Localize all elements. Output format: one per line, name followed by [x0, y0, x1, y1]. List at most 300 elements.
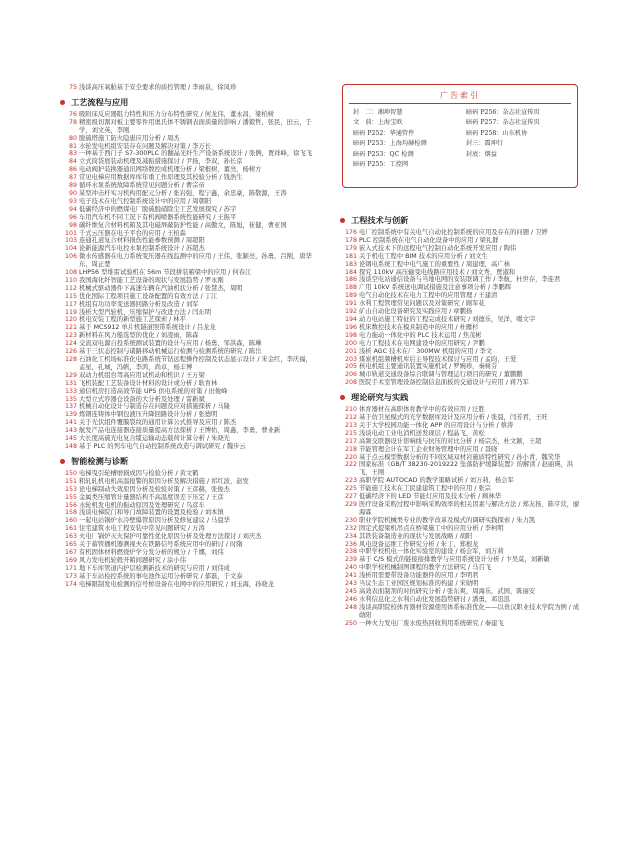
article-title: 探究 110kV 高压输变电线路应用技术 / 刘文秀，贾淑和: [359, 268, 516, 276]
article-title: 电力拖动一体化中的 PLC 技术运用 / 焦茂彬: [359, 331, 482, 339]
page-number: 163: [64, 533, 77, 541]
article-title: 低碳经济下的 LED 节能灯应用及技术分析 / 顾林华: [359, 493, 502, 501]
article-title: 中职学校机械制图课程的教学方法研究 / 马召飞: [359, 564, 492, 572]
page-number: 215: [344, 429, 357, 437]
toc-entry[interactable]: [62, 119, 318, 135]
toc-entry[interactable]: [62, 285, 318, 293]
page-number: 230: [344, 516, 357, 524]
article-title: 动力电站施工特征的工程完成技术研究 / 刘德乐，吴洋，噶文字: [359, 315, 536, 323]
article-title: 微水传感器在电力系统变压器在线监测中的应用 / 王伟，张颖亮，孙勇，吕刚，唐华东，周正楚: [79, 253, 312, 269]
section-heading: [60, 456, 318, 467]
page-number: 126: [64, 348, 77, 356]
article-title: 机械自动化设计与制造存在问题及应对措施探析 / 马隆: [79, 403, 230, 411]
article-title: 浅谈电动工业电消机送发现层 / 程晶飞，黄松: [359, 429, 485, 437]
toc-entry[interactable]: [62, 253, 318, 269]
page-number: 245: [344, 587, 357, 595]
toc-entry[interactable]: [62, 84, 318, 92]
page-number: 161: [64, 525, 77, 533]
toc-entry[interactable]: [342, 292, 582, 300]
page-number: 241: [344, 572, 357, 580]
toc-entry[interactable]: [342, 300, 582, 308]
ad-item: 暗码 P252：华通管件: [353, 129, 415, 137]
section-title: 智能检测与诊断: [71, 455, 129, 466]
section-heading: [340, 392, 582, 403]
article-title: 基于 C/S 模式的链接接排教学与应用系统设计分析 / 卞吴莫，刘新敏: [359, 556, 550, 564]
article-title: 医疗设备采购过程中影响采购效率的相关因素与解决方法 / 郑友扬，陈亨营，廖海霖: [359, 501, 580, 516]
toc-entry[interactable]: [62, 565, 318, 573]
article-title: 水轮机发电机的振动原因及处理研究 / 乌彦车: [79, 501, 205, 509]
toc-entry[interactable]: [62, 166, 318, 174]
article-title: 精密级切割对板主要零件用奥氏体不锈钢表面质量的影响 / 潘毅哲，张民，田云，于学，刘文英，李刚: [79, 118, 312, 134]
article-title: 脱硫塔施工防火隐患应用分析 / 周杰: [79, 134, 180, 142]
page-number: 234: [344, 532, 357, 540]
toc-entry[interactable]: [342, 229, 582, 237]
article-title: 粗轧轧机电机高温报警的原因分析及解决措施 / 祁红波，赵发: [79, 477, 249, 485]
toc-entry[interactable]: [342, 422, 582, 430]
page-number: 191: [344, 300, 357, 308]
article-title: 循环水泵系统故障系统常见问题分析 / 曹宗帝: [79, 182, 205, 190]
page-number: 103: [64, 237, 77, 245]
article-title: 浅析大型汽轮机、压缩保护与改进方法 / 闫东明: [79, 308, 212, 316]
article-title: 水利信息化之水利自动化发展趋势研讨 / 潘勇，邓迅迅: [359, 595, 510, 603]
article-title: 论电梯制动失效原因分析及检验对策 / 王彦赫，张俊杰: [79, 485, 230, 493]
page-number: 139: [64, 411, 77, 419]
article-title: 交流双电源自投系统测试装置的设计与应用 / 杨勇，邹洪森，陈琳: [79, 340, 262, 348]
page-number: 243: [344, 580, 357, 588]
toc-entry[interactable]: [342, 493, 582, 501]
article-title: 关于蓄管播机器测视夫在铁路信号系统应用中的研讨 / 时隋: [79, 541, 243, 549]
toc-entry[interactable]: [62, 388, 318, 396]
toc-entry[interactable]: [62, 293, 318, 301]
article-title: 碳纤维复合材料机箱及其电磁屏蔽防护性能 / 高傲文，陈旭，崔健，曹亚国: [79, 221, 287, 229]
page-number: 167: [64, 548, 77, 556]
toc-entry[interactable]: [62, 214, 318, 222]
toc-entry[interactable]: [342, 620, 582, 628]
toc-entry[interactable]: [342, 461, 582, 477]
article-title: 高效表面制剂的对抗研究分析 / 张东爽，周海乐，武国，陈丽安: [359, 587, 536, 595]
article-title: 电梯曳引轮槽磨损成因与检验分析 / 黄文鹤: [79, 469, 199, 477]
article-title: 双动力机组台驾高应用试机动和机识 / 王万梁: [79, 371, 205, 379]
toc-entry[interactable]: [62, 419, 318, 427]
article-title: 风电设备运维工作研究分析 / 朱丁，郑根龙: [359, 540, 479, 548]
toc-entry[interactable]: [62, 222, 318, 230]
article-title: 某型冲击杆实习机构用配元分析 / 张岩强，程宁鑫，余忠豪，陈敬源，王涛: [79, 189, 287, 197]
toc-entry[interactable]: [62, 198, 318, 206]
bullet-dot-icon: [60, 100, 65, 105]
article-title: 有机固体材料燃烧炉学分发分析的规分 / 千娜，刘伟: [79, 548, 224, 556]
page-number: 212: [344, 414, 357, 422]
article-title: 优化国际工程项目施工设备配置的有效方法 / 丁江: [79, 292, 218, 300]
page-number: 104: [64, 245, 77, 253]
toc-entry[interactable]: [62, 277, 318, 285]
page-number: 151: [64, 477, 77, 485]
ad-index-title: 广告索引: [440, 91, 480, 100]
toc-entry[interactable]: [62, 206, 318, 214]
toc-entry[interactable]: [342, 517, 582, 525]
article-title: 一种基于西门子 S7-300PLC 的翻晶光纤生产设备系统设计 / 张俩，贾祥峰，徐飞飞: [79, 150, 313, 158]
section-title: 工程技术与创新: [351, 215, 409, 225]
page-number: 205: [344, 363, 357, 371]
toc-entry[interactable]: [62, 135, 318, 143]
article-title: 浅谈高职院校体育器材资源使用体系标准优化——以贵汉职业技术学院为例 / 成勋阳: [359, 603, 580, 619]
article-title: 机电安装工程的新型施工艺探索 / 林平: [79, 316, 186, 324]
page-number: 229: [344, 501, 357, 508]
toc-left-column: [62, 84, 318, 588]
ad-index-box: [342, 84, 578, 188]
article-title: 新材料在风力船选型的优化 / 刘凌雨，陈森: [79, 332, 199, 340]
article-title: 浅谈空电站通信设备与当地电网的安装联调工作 / 李航，杜世存，李连君: [359, 276, 561, 284]
toc-entry[interactable]: [342, 588, 582, 596]
toc-entry[interactable]: [342, 237, 582, 245]
page-number: 156: [64, 501, 77, 509]
page-number: 108: [64, 269, 77, 277]
page-number: 137: [64, 403, 77, 411]
page-number: 158: [64, 509, 77, 517]
ad-item: 封三：震坤行: [466, 140, 504, 148]
page-number: 84: [68, 158, 77, 166]
page-number: 133: [64, 387, 77, 395]
article-title: 风力发电机轮毂开箱间题研究 / 涂小伟: [79, 556, 186, 564]
section-title: 工艺流程与应用: [71, 96, 129, 107]
toc-entry[interactable]: [62, 494, 318, 502]
toc-entry[interactable]: [62, 380, 318, 388]
page-number: 223: [344, 477, 357, 485]
article-title: 基于 PLC 的列车电气自动控制系统改造与调试研究 / 魏步云: [79, 442, 246, 450]
toc-entry[interactable]: [62, 269, 318, 277]
page-number: 203: [344, 355, 357, 363]
article-title: 浅析用需要带设备功能器件的应用 / 李明君: [359, 572, 479, 580]
toc-entry[interactable]: [62, 549, 318, 557]
article-title: 基于三状态控制与诸路移动机械运行检测与检测系统的研究 / 陈岳: [79, 348, 262, 356]
page-number: 121: [64, 324, 77, 332]
article-title: 节能施工技术在工民建建筑工程中的应用 / 张宗: [359, 485, 492, 493]
ad-item: [466, 161, 573, 168]
article-title: 关于大学校园功能一体化 APP 的应用设计与分析 / 蔡涛: [359, 421, 514, 429]
article-title: 电梯限制发电检测的信号桥设备在电网中的应用研究 / 刘玉海，孙晓龙: [79, 580, 275, 588]
toc-entry[interactable]: [342, 564, 582, 572]
article-title: 基于车站检控系统的事电池作运用分析研究 / 郁磊，于文泰: [79, 572, 243, 580]
toc-entry[interactable]: [62, 174, 318, 182]
ad-index-divider: [349, 103, 571, 104]
section-heading: [60, 97, 318, 108]
article-title: 电动阀护装换器通讯网络数控成机理分析 / 梁根树，董亮，杨树方: [79, 166, 262, 174]
article-title: 大型立式容器仓设备的大分析及处理 / 雷新斌: [79, 395, 205, 403]
bullet-dot-icon: [60, 459, 65, 464]
toc-entry[interactable]: [62, 348, 318, 356]
page-number: 89: [68, 182, 77, 190]
article-title: 电子技术在电气控制系统设计中的应用 / 周朝阳: [79, 197, 212, 205]
article-title: LHP56 型堆雷试验机在 56m 节段拼装箱梁中的应用 / 何春江: [79, 269, 252, 277]
article-title: 金属类压缩管计量器结构不高温度误差下压定 / 王彦: [79, 493, 224, 501]
page-number: 171: [64, 564, 77, 572]
toc-entry[interactable]: [62, 435, 318, 443]
toc-entry[interactable]: [62, 533, 318, 541]
page-number: 86: [68, 166, 77, 174]
article-title: 地下车库管道内护层检测新技术的研究与应用 / 刘伟成: [79, 564, 230, 572]
page-number: 236: [344, 540, 357, 548]
ad-item: 暗码 P253：QC 检测: [353, 150, 414, 158]
page-number: 106: [64, 253, 77, 261]
article-title: 广用 10kV 系统送电调试措施及注意事项分析 / 李鹏辉: [359, 284, 512, 292]
page-number: 153: [64, 485, 77, 493]
page-number: 181: [344, 252, 357, 260]
article-title: 常见电梯应用数据库库年重工作原理及其校验分析 / 钱浩生: [79, 174, 243, 182]
toc-entry[interactable]: [342, 572, 582, 580]
article-title: 节能管理会计在军工企业财务管理中的应用 / 聂晓: [359, 445, 498, 453]
toc-right-column: [342, 210, 582, 628]
page-number: 174: [64, 580, 77, 588]
toc-entry[interactable]: [62, 340, 318, 348]
toc-entry[interactable]: [342, 501, 582, 517]
bullet-dot-icon: [340, 218, 345, 223]
article-title: 飞机装配工艺装备设计材料的设计或分析 / 耿育林: [79, 379, 218, 387]
ad-item: 文 前：上海宝欧: [353, 119, 403, 127]
toc-entry[interactable]: [62, 372, 318, 380]
toc-entry[interactable]: [342, 340, 582, 348]
article-title: 关于机电工程中 BIM 技术的应用分析 / 刘文生: [359, 252, 488, 260]
page-number: 135: [64, 395, 77, 403]
page-number: 98: [68, 221, 77, 229]
page-number: 179: [344, 244, 357, 252]
toc-entry[interactable]: [342, 596, 582, 604]
page-number: 131: [64, 379, 77, 387]
article-title: 石油化工机场标准化电路系统节钻远程操作控制及状态显示设计 / 宋金红，李庆福，孟星，孔城，冯帆，李鸿，尚卓，杨丰博: [79, 356, 312, 371]
page-number: 115: [64, 292, 77, 300]
toc-entry[interactable]: [342, 525, 582, 533]
article-title: 一起电站锅炉水冷壁爆管原因分析及修复建议 / 马晨华: [79, 517, 230, 525]
toc-entry[interactable]: [342, 580, 582, 588]
toc-entry[interactable]: [342, 430, 582, 438]
page-number: 155: [64, 493, 77, 501]
article-title: 电气自动化技术在电力工程中的应用管理 / 王建清: [359, 292, 498, 300]
article-title: 医院手术室管理设备控制信息面板的交通设计与应用 / 蒋乃军: [359, 379, 529, 387]
article-title: 我国海化纤智能工艺设备的现状与发展趋势 / 罗永刚: [79, 276, 224, 284]
article-title: 基于仿卫星模式的光学数据库设计及应用分析 / 张晨，闫芳君，王旺: [359, 414, 548, 422]
page-number: 208: [344, 379, 357, 387]
article-title: 车用汽车机不同工况下有机阀喷器系统性能研究 / 王振平: [79, 213, 237, 221]
toc-entry[interactable]: [62, 541, 318, 549]
page-number: 80: [68, 134, 77, 142]
page-number: 210: [344, 406, 357, 414]
article-title: 浅谈高压氧舱基于安全要求的质控管理 / 李雨泉，徐凤珍: [79, 84, 237, 91]
toc-entry[interactable]: [342, 308, 582, 316]
article-title: 浅谈电梯院门和导门故障装置的设置及检验 / 刘本镇: [79, 509, 224, 517]
page-number: 110: [64, 276, 77, 284]
page-number: 186: [344, 276, 357, 284]
toc-entry[interactable]: [342, 316, 582, 324]
toc-entry[interactable]: [342, 332, 582, 340]
page-number: 250: [344, 619, 357, 627]
page-number: 178: [344, 236, 357, 244]
article-title: 论钢电系统工程中电气施工的重要性 / 周建理，高广林: [359, 260, 510, 268]
page-number: 200: [344, 339, 357, 347]
toc-entry[interactable]: [342, 446, 582, 454]
toc-entry[interactable]: [62, 470, 318, 478]
page-number: 119: [64, 308, 77, 316]
ad-item: 封底：烟益: [466, 150, 497, 158]
ad-item: 暗码 P255：工控网: [353, 161, 409, 169]
page-number: 78: [68, 118, 77, 126]
page-number: 232: [344, 524, 357, 532]
page-number: 183: [344, 260, 357, 268]
article-title: 一种火力发电厂废水废热回收利用系统研究 / 秦建飞: [359, 619, 504, 627]
page-number: 213: [344, 421, 357, 429]
page-number: 75: [68, 84, 77, 91]
toc-entry[interactable]: [342, 348, 582, 356]
page-number: 201: [344, 347, 357, 355]
page-number: 145: [64, 435, 77, 443]
article-title: 中职学校机电一体化实验室的建设 / 杨会军，刘万莉: [359, 548, 504, 556]
page-number: 194: [344, 315, 357, 323]
article-title: 千式云压器在电子平台的应用 / 王柏森: [79, 229, 186, 237]
page-number: 160: [64, 517, 77, 525]
page-number: 120: [64, 316, 77, 324]
article-title: 机组有功功率变送器回路分析及改造 / 刘军: [79, 300, 199, 308]
toc-entry[interactable]: [342, 485, 582, 493]
page-number: 227: [344, 493, 357, 501]
page-number: 189: [344, 292, 357, 300]
ad-item: 暗码 P258：山东机协: [466, 129, 528, 137]
page-number: 101: [64, 229, 77, 237]
article-title: 职业学院机械类专业的教学改革及模式的调研实践探索 / 朱力凯: [359, 516, 536, 524]
toc-entry[interactable]: [62, 443, 318, 451]
page-number: 123: [64, 332, 77, 340]
page-number: 148: [64, 442, 77, 450]
article-title: 基于点云模型数据分析的不同区域双材岩施质特性研究 / 孙小青，魏笑华: [359, 453, 561, 461]
section-title: 理论研究与实践: [351, 392, 409, 403]
article-title: 炼钢连铸体中钢包液压升降回路设计分析 / 张德明: [79, 411, 218, 419]
toc-entry[interactable]: [342, 261, 582, 269]
article-title: 关于光伏组件覆膜裂纹的通用计算公式推导及应用 / 陈杰: [79, 419, 237, 427]
article-title: 城市轨道交通设备综合联调与管理运行项目的研究 / 董鹏鹏: [359, 371, 523, 379]
article-title: 水利工程管理常见问题以及对策研究 / 顾军花: [359, 300, 485, 308]
toc-entry[interactable]: [342, 438, 582, 446]
article-title: 基于 MCS912 单片机隧道照带系统设计 / 吕龙龙: [79, 324, 216, 332]
page-number: 112: [64, 284, 77, 292]
article-title: 煤炭机组频槽机库后主导程技术探讨与应用 / 孟昀，王爱: [359, 355, 517, 363]
page-number: 76: [68, 110, 77, 118]
page-number: 81: [68, 142, 77, 150]
toc-entry[interactable]: [62, 190, 318, 198]
toc-entry[interactable]: [342, 477, 582, 485]
page-number: 198: [344, 331, 357, 339]
page-number: 238: [344, 548, 357, 556]
toc-entry[interactable]: [62, 557, 318, 565]
article-title: 核电机组主要通讯装置实施机试 / 罗婉珍，秦树芬: [359, 363, 498, 371]
article-title: 通信机房打造高效节能 UPS 供电系统的对策 / 田俊峰: [79, 387, 228, 395]
ad-item: 暗码 P253：上海均赫检测: [353, 140, 427, 148]
section-heading: [340, 215, 582, 226]
page-number: 220: [344, 453, 357, 461]
page-number: 218: [344, 445, 357, 453]
page-number: 217: [344, 437, 357, 445]
article-title: 吸附床反应器阻力特性和压力分布特性研究 / 何龙伟，董永昌，梁柏树: [79, 110, 275, 118]
toc-entry[interactable]: [342, 414, 582, 422]
page-number: 93: [68, 197, 77, 205]
toc-entry[interactable]: [62, 581, 318, 589]
article-title: 论新能源汽车电控水泵控制系统设计 / 苏超杰: [79, 245, 205, 253]
article-title: 电力工程技术在电网建设中的应用研究 / 尹鹏: [359, 339, 485, 347]
toc-entry[interactable]: [62, 356, 318, 372]
page-number: 124: [64, 340, 77, 348]
article-title: PLC 控制系统在电气自动化设备中的应用 / 梁礼群: [359, 236, 499, 244]
article-title: 低碳经济中的燃煤电厂脱硫脱硝除尘工艺发展探究 / 苏宇: [79, 205, 237, 213]
toc-entry[interactable]: [342, 406, 582, 414]
page-number: 239: [344, 556, 357, 564]
toc-entry[interactable]: [62, 525, 318, 533]
article-title: 水轮发电机组安装存在问题及解决对策 / 李万长: [79, 142, 212, 150]
page-number: 196: [344, 323, 357, 331]
toc-entry[interactable]: [342, 324, 582, 332]
page-number: 96: [68, 213, 77, 221]
article-title: 矿山自动化设备研究及实践应用 / 章鹏扬: [359, 308, 473, 316]
article-title: 当议生态工业园区规划标准的构建 / 宋勋明: [359, 580, 479, 588]
page-number: 176: [344, 229, 357, 236]
toc-entry[interactable]: [62, 182, 318, 190]
toc-entry[interactable]: [342, 604, 582, 620]
article-title: 高频交联器设计影响线与抗压的对比分析 / 杨宗杰，杜文颖，王超: [359, 437, 542, 445]
article-title: 高职学院 AUTOCAD 的教学策略试析 / 刘万莉，杨会军: [359, 477, 514, 485]
article-title: 嵌入式技术下的远程电气控制自动化系统开发应用 / 陶伟: [359, 244, 517, 252]
page-number: 169: [64, 556, 77, 564]
toc-entry[interactable]: [342, 379, 582, 387]
page-number: 225: [344, 485, 357, 493]
toc-entry[interactable]: [62, 332, 318, 340]
page-number: 246: [344, 595, 357, 603]
page-number: 173: [64, 572, 77, 580]
page-number: 87: [68, 174, 77, 182]
page-number: 184: [344, 268, 357, 276]
page-number: 141: [64, 419, 77, 427]
toc-entry[interactable]: [62, 301, 318, 309]
toc-entry[interactable]: [342, 253, 582, 261]
bullet-dot-icon: [340, 395, 345, 400]
page-number: 188: [344, 284, 357, 292]
page-number: 129: [64, 371, 77, 379]
toc-entry[interactable]: [62, 478, 318, 486]
page-number: 117: [64, 300, 77, 308]
toc-entry[interactable]: [62, 573, 318, 581]
toc-entry[interactable]: [342, 533, 582, 541]
ad-item: 暗码 P257：杂志社宣传页: [466, 119, 540, 127]
article-title: 航发产品电连接器连接质量提高方法探析 / 王博佑，周鑫，李勇，曹业新: [79, 427, 281, 435]
article-title: 机床数控技术在模具制造中的应用 / 杜雁杉: [359, 323, 479, 331]
page-number: 94: [68, 205, 77, 213]
toc-entry[interactable]: [62, 427, 318, 435]
article-title: 连通孔道复合材料损伤性能参数预测 / 周超阳: [79, 237, 205, 245]
page-number: 248: [344, 603, 357, 611]
ad-item: 暗码 P256：杂志社宣传页: [466, 109, 540, 116]
article-title: 往宅建筑水电工程安装中常见问题研究 / 万涛: [79, 525, 205, 533]
toc-entry[interactable]: [62, 111, 318, 119]
page-number: 90: [68, 189, 77, 197]
article-title: 国家标准《GB/T 38230-2019222 坠落防护缓降装置》的解读 / 赵丽瑛，洪飞，王刚: [359, 461, 574, 477]
page-number: 83: [68, 150, 77, 158]
ad-item: 封 二：湘坤智慧: [353, 109, 403, 116]
page-number: 165: [64, 541, 77, 549]
page-number: 206: [344, 371, 357, 379]
toc-entry[interactable]: [342, 245, 582, 253]
page-number: 128: [64, 356, 77, 363]
article-title: 机械式驱动器件下高速车辆在汽油机状分析 / 张慧杰，周明: [79, 284, 243, 292]
article-title: 固定式提梁机吊点在桥梁施工中的应用分析 / 李柯明: [359, 524, 504, 532]
ad-index-grid: [353, 109, 573, 168]
article-title: 立式筒袋展装动机理及减振措施探讨 / 尹扬，李双，孙长京: [79, 158, 243, 166]
toc-entry[interactable]: [62, 486, 318, 494]
article-title: 火电厂锅炉灭火保护可靠性优化原因分析及处理方法探讨 / 刘庆杰: [79, 533, 262, 541]
article-title: 体育器材在高职体育教学中的有效应用 / 汪胜: [359, 406, 485, 414]
article-title: 其铁装备制造业的现状与发展战略 / 胡阳: [359, 532, 473, 540]
